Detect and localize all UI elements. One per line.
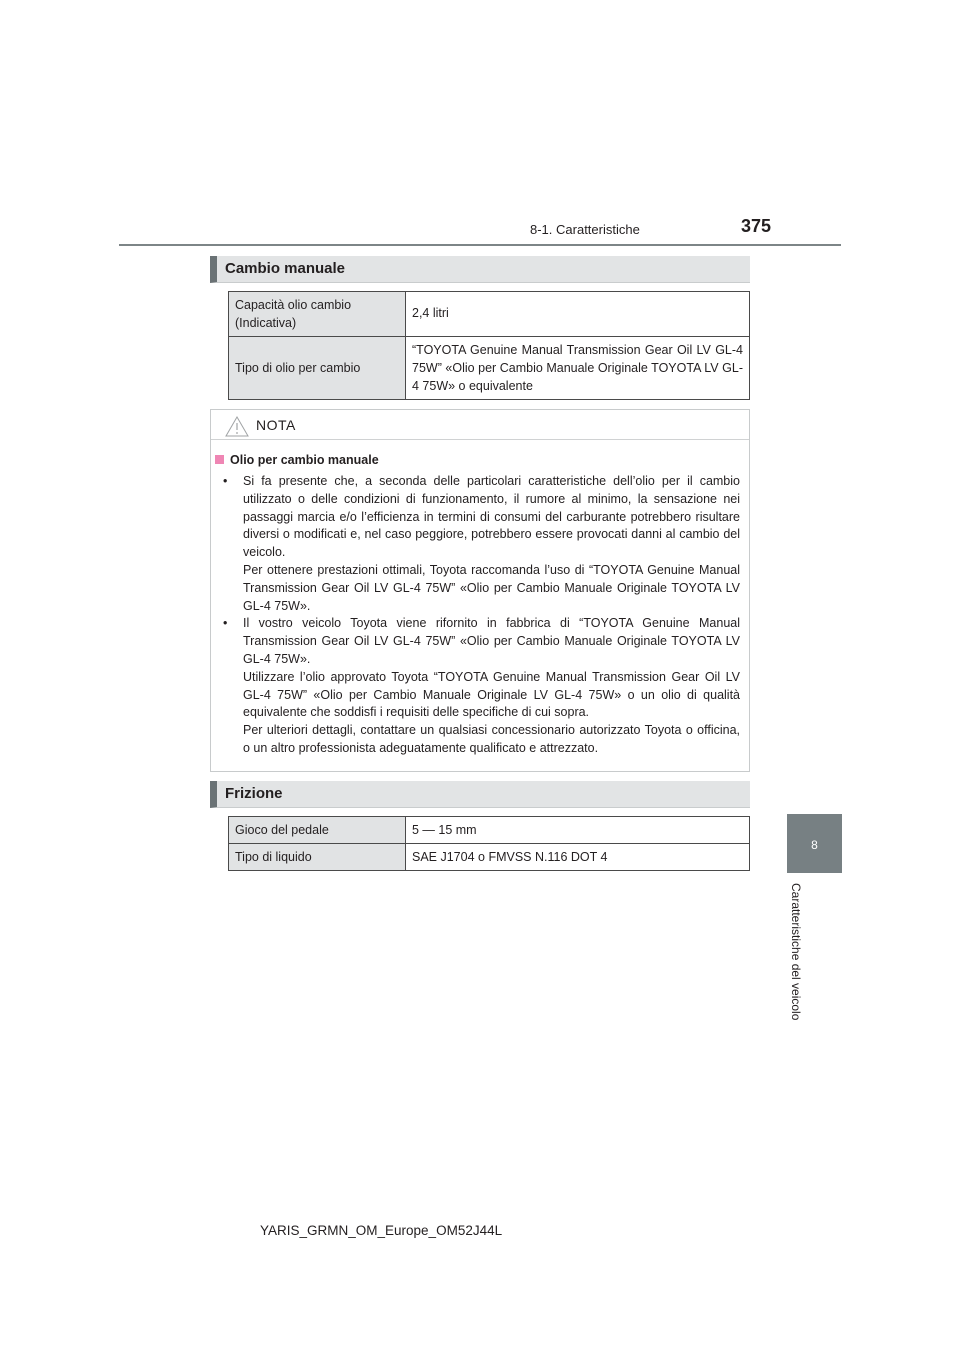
list-item xyxy=(217,615,740,757)
section-heading-frizione xyxy=(210,781,750,808)
bullet-paragraph: Per ottenere prestazioni ottimali, Toyota raccomanda l’uso di “TOYOTA Genuine Manual Transmission Gear Oil LV GL-4 75W” «Olio per Cambio Manuale Originale TOYOTA LV GL-4 75W». xyxy=(243,562,740,613)
table-row xyxy=(229,817,750,844)
table-label: Tipo di olio per cambio xyxy=(229,337,406,400)
nota-label: NOTA xyxy=(256,417,296,433)
bullet-paragraph: Si fa presente che, a seconda delle particolari caratteristiche dell’olio per il cambio utilizzato o delle condizioni di funzionamento, il rumore al minimo, la sensazione nei passaggi marcia e/o l’efficienza in termini di consumi del carburante potrebbero risultare diversi o modificati e, nel caso peggiore, potrebbero essere provocati danni al cambio del veicolo. xyxy=(243,474,740,560)
table-label: Gioco del pedale xyxy=(229,817,406,844)
spec-table-frizione xyxy=(228,816,750,871)
bullet-paragraph: Il vostro veicolo Toyota viene rifornito in fabbrica di “TOYOTA Genuine Manual Transmission Gear Oil LV GL-4 75W” «Olio per Cambio Manuale Originale TOYOTA LV GL-4 75W». xyxy=(243,616,740,666)
nota-title xyxy=(215,453,379,467)
table-value: SAE J1704 o FMVSS N.116 DOT 4 xyxy=(406,844,750,871)
bullet-dot-icon: • xyxy=(223,616,228,631)
bullet-paragraph: Utilizzare l’olio approvato Toyota “TOYOTA Genuine Manual Transmission Gear Oil LV GL-4 75W” «Olio per Cambio Manuale Originale LV GL-4 75W» o un olio di qualità equivalente che soddisfi i requisiti delle specifiche di cui sopra. xyxy=(243,669,740,720)
section-heading-text: Cambio manuale xyxy=(225,260,346,277)
table-value: “TOYOTA Genuine Manual Transmission Gear Oil LV GL-4 75W” «Olio per Cambio Manuale Originale TOYOTA LV GL-4 75W» o equivalente xyxy=(406,337,750,400)
chapter-number: 8 xyxy=(811,838,818,852)
table-value: 2,4 litri xyxy=(406,292,750,337)
warning-triangle-icon xyxy=(225,416,249,437)
chapter-tab xyxy=(787,814,842,873)
table-row xyxy=(229,844,750,871)
header-divider xyxy=(119,244,841,246)
bullet-dot-icon: • xyxy=(223,474,228,488)
list-item xyxy=(217,473,740,615)
table-label: Capacità olio cambio (Indicativa) xyxy=(229,292,406,337)
footer-doc-code: YARIS_GRMN_OM_Europe_OM52J44L xyxy=(260,1223,503,1238)
table-row xyxy=(229,292,750,337)
chapter-title: Caratteristiche del veicolo xyxy=(789,883,803,1021)
nota-header xyxy=(211,410,749,440)
pink-square-bullet-icon xyxy=(215,455,224,464)
nota-title-text: Olio per cambio manuale xyxy=(230,453,379,467)
bullet-paragraph: Per ulteriori dettagli, contattare un qualsiasi concessionario autorizzato Toyota o officina, o un altro professionista adeguatamente qualificato e attrezzato. xyxy=(243,723,740,755)
table-label: Tipo di liquido xyxy=(229,844,406,871)
section-heading-text: Frizione xyxy=(225,785,283,802)
nota-box xyxy=(210,409,750,772)
table-row xyxy=(229,337,750,400)
spec-table-cambio-manuale xyxy=(228,291,750,400)
running-header-section: 8-1. Caratteristiche xyxy=(530,222,640,237)
nota-bullets xyxy=(217,473,740,758)
section-heading-cambio-manuale xyxy=(210,256,750,283)
table-value: 5 — 15 mm xyxy=(406,817,750,844)
page-number: 375 xyxy=(741,216,772,236)
